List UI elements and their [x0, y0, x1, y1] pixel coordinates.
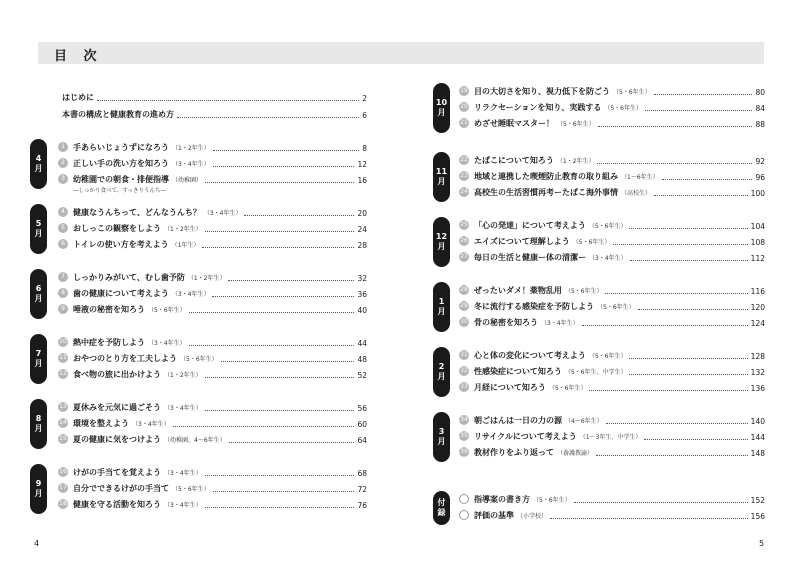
- leader-dots: [597, 163, 752, 164]
- page-number: 8: [362, 144, 367, 153]
- leader-dots: [213, 150, 360, 151]
- lesson-number-badge: 27: [460, 253, 468, 260]
- toc-entry[interactable]: [459, 235, 765, 247]
- lesson-number-badge: 20: [460, 103, 468, 110]
- toc-entry-title: おしっこの観察をしよう （1・2年生）: [73, 224, 202, 233]
- toc-entry-title: 熱中症を予防しよう （3・4年生）: [73, 338, 186, 347]
- month-label: [433, 297, 450, 317]
- page-number: 44: [357, 339, 367, 348]
- grade-note: （5・6年生）: [180, 356, 218, 363]
- toc-entry-title: 食べ物の旅に出かけよう （1・2年生）: [73, 370, 202, 379]
- toc-entry-title: 骨の秘密を知ろう （3・4年生）: [474, 318, 579, 327]
- leader-dots: [205, 182, 354, 183]
- toc-entry[interactable]: [58, 271, 367, 283]
- month-label-char: 月: [34, 294, 43, 303]
- toc-entry[interactable]: [58, 482, 367, 494]
- month-label-char: 1: [438, 297, 445, 306]
- toc-entry-title: 幼稚園での朝食・排便指導 （幼稚園）: [73, 175, 203, 184]
- month-tab: [30, 399, 47, 449]
- month-label: [433, 498, 450, 518]
- leader-dots: [213, 166, 355, 167]
- grade-note: （5・6年生）: [172, 486, 210, 493]
- leader-dots: [213, 491, 355, 492]
- toc-entry[interactable]: [459, 493, 765, 505]
- toc-entry-title: 朝ごはんは一日の力の源 （4～6年生）: [474, 416, 603, 425]
- page-number: 116: [750, 287, 765, 296]
- page-number: 68: [357, 469, 367, 478]
- lesson-number-badge: 22: [460, 156, 468, 163]
- leader-dots: [606, 423, 748, 424]
- lesson-number-badge: 12: [59, 370, 67, 377]
- grade-note: （養護教諭）: [557, 450, 594, 457]
- toc-entry-title: はじめに: [62, 93, 94, 102]
- page-number: 16: [357, 176, 367, 185]
- toc-entry[interactable]: [58, 498, 367, 510]
- toc-entry-title: 高校生の生活習慣再考ーたばこ海外事情 （高校生）: [474, 188, 652, 197]
- page-number: 60: [357, 420, 367, 429]
- toc-entry-title: 手あらいじょうずになろう （1・2年生）: [73, 143, 210, 152]
- page-number: 104: [750, 222, 765, 231]
- month-label-char: 4: [35, 154, 42, 163]
- page-number: 72: [357, 485, 367, 494]
- month-label-char: 月: [437, 177, 446, 186]
- month-label: [433, 232, 450, 252]
- toc-entry[interactable]: [58, 206, 367, 218]
- page-number: 100: [750, 189, 765, 198]
- toc-entry-title: 「心の発達」について考えよう （5・6年生）: [474, 221, 627, 230]
- lesson-number-badge: 15: [59, 435, 67, 442]
- page-number: 40: [357, 306, 367, 315]
- page-number: 148: [750, 449, 765, 458]
- lesson-number-badge: 1: [58, 142, 68, 152]
- month-label-char: 6: [35, 284, 42, 293]
- grade-note: （5・6年生）: [604, 105, 642, 112]
- grade-note: （5・6年生）: [148, 307, 186, 314]
- grade-note: （3・4年生）: [164, 502, 202, 509]
- leader-dots: [645, 110, 752, 111]
- page-number: 120: [750, 303, 765, 312]
- toc-entry-title: リラクセーションを知り、実践する （5・6年生）: [474, 103, 642, 112]
- toc-entry[interactable]: [459, 349, 765, 361]
- toc-entry-title: 健康なうんちって、どんなうんち？ （3・4年生）: [73, 208, 242, 217]
- lesson-number-badge: 32: [460, 367, 468, 374]
- page-number: 84: [755, 104, 765, 113]
- toc-entry[interactable]: [459, 251, 765, 263]
- leader-dots: [550, 518, 748, 519]
- toc-entry-title: リサイクルについて考えよう （1～3年生、中学生）: [474, 432, 642, 441]
- month-label-char: 8: [35, 414, 42, 423]
- month-label: [433, 167, 450, 187]
- month-tab: [433, 412, 450, 462]
- toc-entry-title: たばこについて知ろう （1・2年生）: [474, 156, 595, 165]
- page-number: 124: [750, 319, 765, 328]
- month-label-char: 月: [34, 164, 43, 173]
- toc-entry[interactable]: [58, 157, 367, 169]
- lesson-number-badge: [459, 510, 469, 520]
- toc-entry[interactable]: [459, 365, 765, 377]
- month-label: [30, 219, 47, 239]
- lesson-number-badge: 10: [59, 338, 67, 345]
- page-number: 52: [357, 371, 367, 380]
- leader-dots: [582, 325, 748, 326]
- page-number: 80: [755, 88, 765, 97]
- month-label-char: 月: [437, 242, 446, 251]
- toc-entry-title: おやつのとり方を工夫しよう （5・6年生）: [73, 354, 218, 363]
- grade-note: （3・4年生）: [172, 161, 210, 168]
- month-label-char: 月: [437, 437, 446, 446]
- toc-entry-title: 毎日の生活と健康ー体の清潔ー （3・4年生）: [474, 253, 627, 262]
- leader-dots: [244, 215, 354, 216]
- grade-note: （1・2年生）: [172, 145, 210, 152]
- leader-dots: [212, 296, 354, 297]
- toc-entry[interactable]: [58, 287, 367, 299]
- lesson-number-badge: 13: [59, 403, 67, 410]
- page-number: 92: [755, 157, 765, 166]
- grade-note: （3・4年生）: [148, 340, 186, 347]
- month-label-char: 月: [34, 424, 43, 433]
- month-tab: [433, 491, 450, 525]
- leader-dots: [598, 126, 753, 127]
- month-label: [30, 349, 47, 369]
- page-number: 152: [750, 496, 765, 505]
- page-number: 2: [362, 94, 367, 103]
- page-number: 132: [750, 368, 765, 377]
- grade-note: （1～6年生）: [621, 174, 659, 181]
- month-label-char: 付: [437, 498, 446, 507]
- lesson-number-badge: 36: [460, 448, 468, 455]
- month-label: [30, 284, 47, 304]
- toc-entry-title: 性感染症について知ろう （5・6年生、中学生）: [474, 367, 627, 376]
- grade-note: （5・6年生）: [572, 239, 611, 246]
- leader-dots: [654, 195, 748, 196]
- month-label-char: 録: [437, 508, 446, 517]
- grade-note: （3・4年生）: [589, 255, 627, 262]
- toc-entry[interactable]: [58, 417, 367, 429]
- grade-note: （5・6年生）: [533, 497, 571, 504]
- leader-dots: [662, 179, 753, 180]
- leader-dots: [605, 293, 747, 294]
- toc-entry-title: 冬に流行する感染症を予防しよう （5・6年生）: [474, 302, 635, 311]
- month-label: [30, 154, 47, 174]
- page-number: 144: [750, 433, 765, 442]
- toc-entry[interactable]: [459, 154, 765, 166]
- leader-dots: [228, 280, 354, 281]
- month-tab: [30, 334, 47, 384]
- leader-dots: [644, 439, 747, 440]
- page-number: 64: [357, 436, 367, 445]
- page-number: 112: [750, 254, 765, 263]
- lesson-number-badge: 5: [58, 223, 68, 233]
- leader-dots: [189, 345, 355, 346]
- lesson-number-badge: 31: [460, 351, 468, 358]
- page-number: 136: [750, 384, 765, 393]
- page-number: 20: [357, 209, 367, 218]
- month-label-char: 月: [437, 307, 446, 316]
- grade-note: （1・2年生）: [187, 275, 226, 282]
- page-number: 88: [755, 120, 765, 129]
- grade-note: （1～3年生、中学生）: [579, 434, 642, 441]
- toc-entry[interactable]: [459, 85, 765, 97]
- toc-entry[interactable]: [459, 316, 765, 328]
- leader-dots: [205, 410, 355, 411]
- lesson-number-badge: 29: [460, 302, 468, 309]
- leader-dots: [613, 244, 747, 245]
- leader-dots: [205, 231, 355, 232]
- leader-dots: [202, 247, 354, 248]
- toc-entry-title: 歯の健康について考えよう （3・4年生）: [73, 289, 210, 298]
- toc-entry-title: 唾液の秘密を知ろう （5・6年生）: [73, 305, 186, 314]
- lesson-number-badge: 6: [58, 239, 68, 249]
- grade-note: （1・2年生）: [164, 226, 202, 233]
- month-label-char: 月: [34, 359, 43, 368]
- leader-dots: [654, 94, 753, 95]
- grade-note: （3・4年生）: [203, 210, 242, 217]
- toc-entry[interactable]: [459, 219, 765, 231]
- month-label-char: 12: [435, 232, 448, 241]
- month-label: [433, 427, 450, 447]
- page-number: 36: [357, 290, 367, 299]
- toc-entry[interactable]: [58, 238, 367, 250]
- lesson-number-badge: 8: [58, 288, 68, 298]
- leader-dots: [97, 100, 359, 101]
- toc-entry[interactable]: [58, 222, 367, 234]
- grade-note: （幼稚園、4～6年生）: [164, 437, 226, 444]
- grade-note: （5・6年生）: [613, 89, 651, 96]
- lesson-number-badge: 35: [460, 432, 468, 439]
- grade-note: （5・6年生）: [564, 288, 603, 295]
- toc-entry-title: エイズについて理解しよう （5・6年生）: [474, 237, 611, 246]
- page-title: 目 次: [54, 49, 103, 64]
- toc-entry-title: トイレの使い方を考えよう （1年生）: [73, 240, 200, 249]
- page-folio-left: 4: [34, 539, 40, 548]
- lesson-number-badge: 19: [460, 87, 468, 94]
- month-tab: [433, 282, 450, 332]
- toc-entry[interactable]: [459, 509, 765, 521]
- grade-note: （3・4年生）: [164, 470, 202, 477]
- leader-dots: [221, 361, 355, 362]
- grade-note: （1・2年生）: [164, 372, 202, 379]
- grade-note: （3・4年生）: [541, 320, 579, 327]
- toc-entry-title: 目の大切さを知り、視力低下を防ごう （5・6年生）: [474, 87, 651, 96]
- lesson-number-badge: 18: [59, 500, 67, 507]
- toc-entry[interactable]: [459, 117, 765, 129]
- toc-entry[interactable]: [58, 336, 367, 348]
- grade-note: （5・6年生）: [548, 385, 587, 392]
- month-label-char: 7: [35, 349, 42, 358]
- month-tab: [433, 217, 450, 267]
- leader-dots: [629, 374, 747, 375]
- grade-note: （5・6年生、中学生）: [564, 369, 627, 376]
- grade-note: （3・4年生）: [171, 291, 210, 298]
- lesson-number-badge: 34: [460, 416, 468, 423]
- month-tab: [433, 83, 450, 133]
- toc-entry[interactable]: [459, 446, 765, 458]
- toc-entry-title: 指導案の書き方 （5・6年生）: [474, 495, 571, 504]
- leader-dots: [629, 228, 747, 229]
- toc-entry[interactable]: [459, 101, 765, 113]
- grade-note: （高校生）: [621, 190, 652, 197]
- grade-note: （5・6年生）: [588, 353, 627, 360]
- toc-title-bar: [38, 42, 764, 64]
- toc-entry-title: めざせ睡眠マスター！ （5・6年生）: [474, 119, 595, 128]
- leader-dots: [205, 507, 355, 508]
- page-number: 24: [357, 225, 367, 234]
- toc-entry[interactable]: [459, 284, 765, 296]
- lesson-number-badge: 11: [59, 354, 67, 361]
- grade-note: （小学校）: [517, 513, 548, 520]
- lesson-number-badge: 7: [58, 272, 68, 282]
- grade-note: （1年生）: [171, 242, 200, 249]
- page-number: 76: [357, 501, 367, 510]
- grade-note: （4～6年生）: [565, 418, 603, 425]
- grade-note: （3・4年生）: [132, 421, 170, 428]
- toc-entry-title: 地域と連携した喫煙防止教育の取り組み （1～6年生）: [474, 172, 659, 181]
- toc-entry-title: 月経について知ろう （5・6年生）: [474, 383, 587, 392]
- month-label-char: 3: [438, 427, 445, 436]
- lesson-number-badge: 21: [460, 119, 468, 126]
- lesson-number-badge: 3: [58, 174, 68, 184]
- leader-dots: [589, 390, 747, 391]
- leader-dots: [596, 455, 748, 456]
- toc-entry[interactable]: [58, 352, 367, 364]
- toc-entry[interactable]: [459, 381, 765, 393]
- leader-dots: [629, 358, 747, 359]
- page-number: 12: [357, 160, 367, 169]
- toc-entry-title: 環境を整えよう （3・4年生）: [73, 419, 170, 428]
- toc-entry[interactable]: [58, 303, 367, 315]
- month-label: [433, 98, 450, 118]
- grade-note: （5・6年生）: [597, 304, 635, 311]
- month-label-char: 月: [34, 489, 43, 498]
- grade-note: （幼稚園）: [172, 177, 203, 184]
- page-number: 108: [750, 238, 765, 247]
- page-folio-right: 5: [759, 539, 765, 548]
- month-label-char: 月: [437, 372, 446, 381]
- lesson-number-badge: 23: [460, 172, 468, 179]
- toc-entry-title: 教材作りをふり返って （養護教諭）: [474, 448, 594, 457]
- lesson-number-badge: 2: [58, 158, 68, 168]
- month-tab: [30, 269, 47, 319]
- leader-dots: [229, 442, 355, 443]
- toc-entry[interactable]: [58, 466, 367, 478]
- toc-entry-title: しっかりみがいて、むし歯予防 （1・2年生）: [73, 273, 226, 282]
- toc-entry-title: 夏休みを元気に過ごそう （3・4年生）: [73, 403, 202, 412]
- lesson-number-badge: 16: [59, 468, 67, 475]
- lesson-number-badge: 17: [59, 484, 67, 491]
- page-number: 32: [357, 274, 367, 283]
- toc-entry[interactable]: [58, 433, 367, 445]
- month-label-char: 月: [34, 229, 43, 238]
- toc-entry-title: 自分でできるけがの手当て （5・6年生）: [73, 484, 210, 493]
- month-label-char: 11: [435, 167, 448, 176]
- toc-entry-title: 夏の健康に気をつけよう （幼稚園、4～6年生）: [73, 435, 226, 444]
- month-tab: [30, 464, 47, 514]
- toc-entry[interactable]: [58, 141, 367, 153]
- page-number: 96: [755, 173, 765, 182]
- toc-entry-title: 心と体の変化について考えよう （5・6年生）: [474, 351, 627, 360]
- leader-dots: [630, 260, 748, 261]
- lesson-number-badge: 28: [460, 286, 468, 293]
- leader-dots: [638, 309, 748, 310]
- lesson-number-badge: 24: [460, 188, 468, 195]
- lesson-number-badge: 33: [460, 383, 468, 390]
- lesson-number-badge: 4: [58, 207, 68, 217]
- leader-dots: [205, 377, 355, 378]
- month-label-char: 月: [437, 108, 446, 117]
- toc-entry[interactable]: [459, 430, 765, 442]
- month-tab: [30, 139, 47, 189]
- toc-intro-row[interactable]: [62, 108, 367, 120]
- month-tab: [433, 347, 450, 397]
- grade-note: （5・6年生）: [557, 121, 595, 128]
- toc-entry[interactable]: [459, 300, 765, 312]
- lesson-number-badge: [459, 494, 469, 504]
- toc-entry[interactable]: [459, 186, 765, 198]
- month-label-char: 5: [35, 219, 42, 228]
- toc-entry[interactable]: [58, 173, 367, 185]
- lesson-number-badge: 30: [460, 318, 468, 325]
- toc-entry[interactable]: [459, 414, 765, 426]
- page-number: 56: [357, 404, 367, 413]
- grade-note: （5・6年生）: [588, 223, 627, 230]
- month-label-char: 10: [435, 98, 448, 107]
- leader-dots: [189, 312, 355, 313]
- lesson-number-badge: 25: [460, 221, 468, 228]
- month-label: [30, 414, 47, 434]
- toc-entry-title: 正しい手の洗い方を知ろう （3・4年生）: [73, 159, 210, 168]
- month-label-char: 2: [438, 362, 445, 371]
- month-label: [30, 479, 47, 499]
- page-number: 28: [357, 241, 367, 250]
- leader-dots: [173, 426, 355, 427]
- lesson-number-badge: 9: [58, 304, 68, 314]
- toc-entry-title: 健康を守る活動を知ろう （3・4年生）: [73, 500, 202, 509]
- toc-entry-subtitle: ―しっかり食べて、すっきりうんち―: [73, 188, 167, 194]
- month-tab: [433, 152, 450, 202]
- toc-entry-title: 本書の構成と健康教育の進め方: [62, 110, 174, 119]
- toc-entry[interactable]: [58, 368, 367, 380]
- toc-entry-title: 評価の基準 （小学校）: [474, 511, 548, 520]
- grade-note: （1・2年生）: [556, 158, 595, 165]
- leader-dots: [574, 502, 748, 503]
- toc-entry[interactable]: [459, 170, 765, 182]
- page-number: 6: [362, 111, 367, 120]
- lesson-number-badge: 26: [460, 237, 468, 244]
- toc-entry-title: ぜったいダメ！薬物乱用 （5・6年生）: [474, 286, 603, 295]
- grade-note: （3・4年生）: [164, 405, 202, 412]
- toc-entry-title: けがの手当てを覚えよう （3・4年生）: [73, 468, 202, 477]
- month-label: [433, 362, 450, 382]
- page-number: 128: [750, 352, 765, 361]
- month-tab: [30, 204, 47, 254]
- page-number: 156: [750, 512, 765, 521]
- page-number: 48: [357, 355, 367, 364]
- toc-intro-row[interactable]: [62, 91, 367, 103]
- month-label-char: 9: [35, 479, 42, 488]
- leader-dots: [177, 117, 359, 118]
- lesson-number-badge: 14: [59, 419, 67, 426]
- leader-dots: [205, 475, 355, 476]
- page-number: 140: [750, 417, 765, 426]
- toc-entry[interactable]: [58, 401, 367, 413]
